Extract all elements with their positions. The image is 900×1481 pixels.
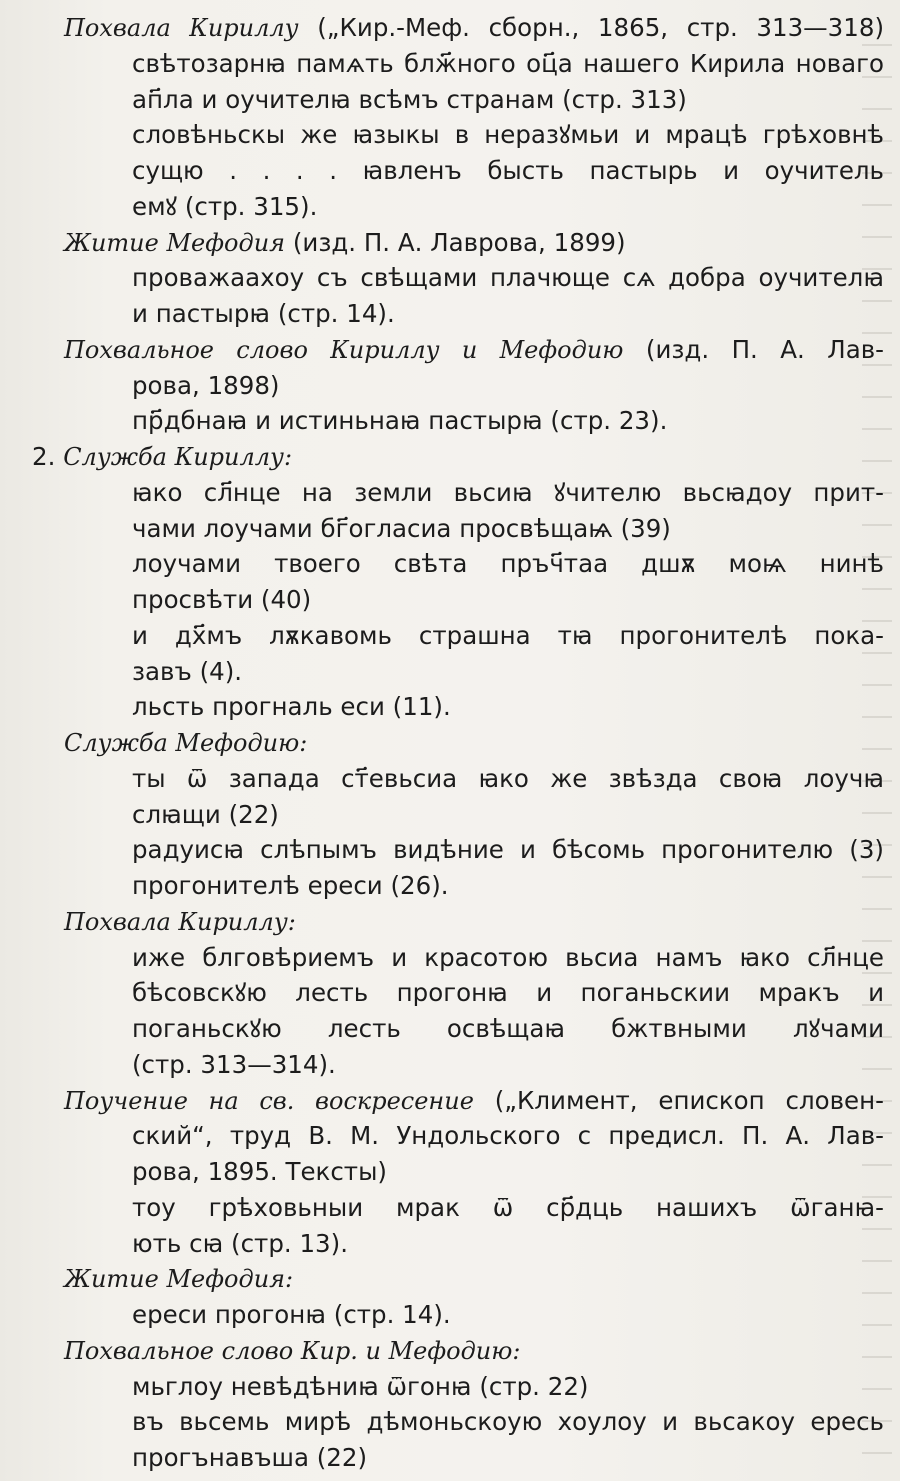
quote-line: чами лоучами бг҃огласиа просвѣщаѩ (39): [132, 513, 671, 543]
quote-line: льсть прогналь еси (11).: [132, 692, 451, 722]
quote-line: иже блговѣриемъ и красотою вьсиа намъ ꙗко сл҃нце: [132, 942, 884, 972]
quote-line: и дх҃мъ лѫкавомь страшна тꙗ прогонителѣ пока-: [132, 620, 884, 650]
quote-line: въ вьсемь мирѣ дѣмоньскоую хоулоу и вьсакоу ересь: [132, 1407, 884, 1437]
source-citation-continued: рова, 1898): [132, 370, 280, 400]
quote-line: (стр. 313—314).: [132, 1049, 336, 1079]
source-citation: (изд. П. А. Лаврова, 1899): [285, 227, 626, 257]
source-title: Похвала Кириллу:: [64, 907, 296, 936]
source-heading: [0, 1083, 900, 1119]
quote-line: ереси прогонꙗ (стр. 14).: [132, 1300, 451, 1329]
quote-line: слꙗщи (22): [132, 799, 279, 829]
quote-line: просвѣти (40): [132, 585, 312, 614]
document-text: [0, 10, 900, 1476]
quote-line: ють сꙗ (стр. 13).: [132, 1228, 348, 1258]
source-title: Поучение на св. воскресение: [64, 1086, 474, 1115]
source-citation: („Климент, епископ словен-: [473, 1085, 884, 1115]
quote-line: и пастырꙗ (стр. 14).: [132, 299, 395, 328]
quote-line: свѣтозарнꙗ памѧть блж҃ного оц҃а нашего Кирила новаго: [132, 48, 884, 78]
source-citation: (изд. П. А. Лав-: [623, 334, 884, 364]
numbered-heading: [0, 439, 900, 475]
section-number: 2.: [32, 442, 56, 471]
quote-line: ꙗко сл҃нце на земли вьсиꙗ ꙋчителю вьсꙗдоу прит-: [132, 477, 884, 507]
source-heading: [0, 904, 900, 940]
quote-line: завъ (4).: [132, 656, 243, 686]
quote-line: словѣньскы же ꙗзыкы в неразꙋмьи и мрацѣ грѣховнѣ: [132, 120, 884, 150]
source-title: Похвальное слово Кириллу и Мефодию: [64, 335, 624, 364]
source-title: Похвальное слово Кир. и Мефодию:: [64, 1336, 521, 1365]
source-citation: („Кир.-Меф. сборн., 1865, стр. 313—318): [298, 13, 885, 42]
quote-line: ап҃ла и оучителꙗ всѣмъ странам (стр. 313): [132, 84, 687, 114]
quote-line: прогонителѣ ереси (26).: [132, 871, 449, 900]
source-citation-continued: ский“, труд В. М. Ундольского с предисл. П. А. Лав-: [132, 1121, 884, 1151]
quote-line: пр҃дбнаꙗ и истиньнаꙗ пастырꙗ (стр. 23).: [132, 406, 668, 436]
source-title: Служба Мефодию:: [64, 729, 308, 757]
source-heading: [0, 225, 900, 261]
quote-line: проважаахоу съ свѣщами плачюще сѧ добра оучителꙗ: [132, 263, 884, 293]
source-citation-continued: рова, 1895. Тексты): [132, 1157, 387, 1186]
quote-line: тоу грѣховьныи мрак ѿ ср҃дць нашихъ ѿганꙗ-: [132, 1192, 884, 1222]
source-heading: [0, 1261, 900, 1297]
quote-line: сущю . . . . ꙗвленъ бысть пастырь и оучитель: [132, 156, 884, 185]
source-title: Похвала Кириллу: [64, 14, 299, 42]
quote-line: бѣсовскꙋю лесть прогонꙗ и поганьскии мракъ и: [132, 978, 884, 1008]
quote-line: радуисꙗ слѣпымъ видѣние и бѣсомь прогонителю (3): [132, 835, 884, 865]
source-heading: [0, 1333, 900, 1369]
quote-line: прогънавъша (22): [132, 1443, 368, 1472]
source-title: Житие Мефодия:: [64, 1265, 294, 1294]
source-heading: [0, 10, 900, 46]
source-title: Служба Кириллу:: [63, 443, 293, 471]
source-title: Житие Мефодия: [64, 228, 286, 257]
quote-line: лоучами твоего свѣта пръч҃таа дшѫ моѩ нинѣ: [132, 549, 884, 579]
source-heading: [0, 332, 900, 368]
quote-line: емꙋ (стр. 315).: [132, 191, 318, 221]
quote-line: мьглоу невѣдѣниꙗ ѿгонꙗ (стр. 22): [132, 1371, 589, 1401]
quote-line: ты ѿ запада ст҃евьсиа ꙗко же звѣзда своꙗ лоучꙗ: [132, 763, 884, 793]
source-heading: [0, 725, 900, 761]
quote-line: поганьскꙋю лесть освѣщаꙗ бжтвными лꙋчами: [132, 1014, 884, 1043]
